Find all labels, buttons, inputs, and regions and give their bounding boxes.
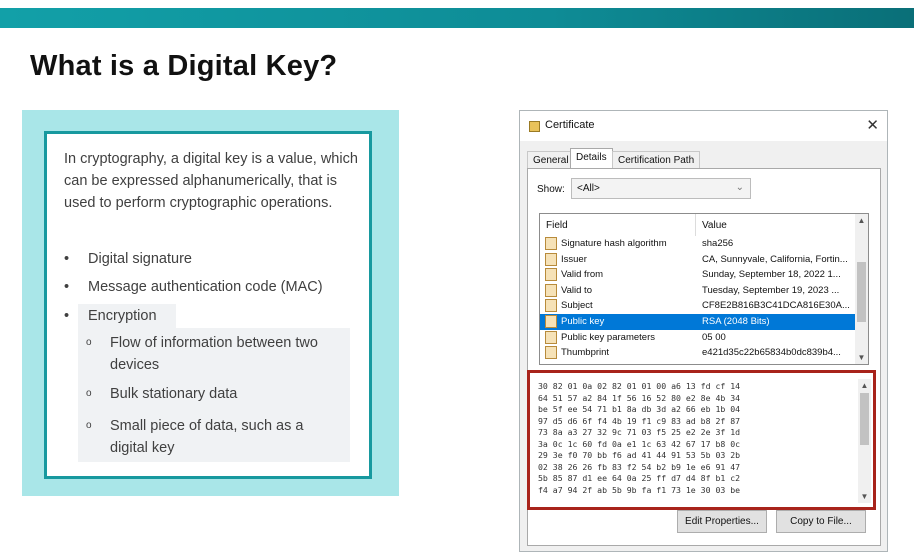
dialog-title: Certificate (545, 119, 595, 131)
list-row[interactable] (540, 267, 856, 283)
field-name: Public key parameters (561, 331, 655, 343)
column-header-value[interactable]: Value (702, 220, 727, 231)
scroll-up-icon[interactable]: ▲ (860, 381, 869, 390)
tab-certification-path[interactable]: Certification Path (612, 151, 700, 168)
chevron-down-icon: ⌄ (735, 182, 744, 193)
certificate-field-icon (545, 253, 557, 266)
sub-bullet-ring: o (86, 388, 92, 399)
hex-scrollbar[interactable] (858, 379, 871, 503)
top-accent-bar (0, 8, 914, 28)
certificate-field-icon (545, 284, 557, 297)
field-value: sha256 (702, 238, 734, 249)
field-value: 05 00 (702, 331, 726, 343)
list-row[interactable] (540, 345, 856, 361)
close-icon[interactable]: ✕ (866, 117, 879, 134)
scroll-up-icon[interactable]: ▲ (857, 216, 866, 225)
field-name: Public key (561, 316, 605, 327)
column-header-field[interactable]: Field (546, 220, 568, 231)
field-name: Issuer (561, 253, 587, 265)
show-dropdown-value: <All> (577, 183, 600, 194)
sub-bullet-label: Flow of information between two devices (110, 335, 318, 373)
hex-line: 73 8a a3 27 32 9c 71 03 f5 25 e2 2e 3f 1d (538, 427, 741, 437)
certificate-icon (529, 121, 540, 132)
slide-title: What is a Digital Key? (30, 50, 338, 82)
list-row[interactable] (540, 283, 856, 299)
list-row[interactable] (540, 330, 856, 346)
list-row-selected[interactable] (540, 314, 856, 330)
bullet-dot: • (64, 279, 70, 295)
field-name: Valid to (561, 284, 592, 296)
sub-bullet-label: Bulk stationary data (110, 386, 238, 402)
hex-line: 02 38 26 26 fb 83 f2 54 b2 b9 1e e6 91 47 (538, 461, 741, 472)
hex-line: 64 51 57 a2 84 1f 56 16 52 80 e2 8e 4b 34 (538, 392, 741, 403)
field-list-scrollbar[interactable] (855, 214, 868, 364)
sub-bullet-label: Small piece of data, such as a digital key (110, 418, 304, 456)
certificate-field-icon (545, 315, 557, 328)
scroll-thumb[interactable] (857, 262, 866, 322)
bullet-label: Encryption (88, 308, 157, 324)
sub-bullet-ring: o (86, 420, 92, 431)
certificate-field-icon (545, 237, 557, 250)
field-name: Subject (561, 300, 593, 312)
sub-bullet-ring: o (86, 337, 92, 348)
field-name: Valid from (561, 269, 604, 281)
hex-line: 29 3e f0 70 bb f6 ad 41 44 91 53 5b 03 2b (538, 450, 741, 460)
hex-line: f4 a7 94 2f ab 5b 9b fa f1 73 1e 30 03 be (538, 484, 741, 495)
field-value: CF8E2B816B3C41DCA816E30A... (702, 300, 850, 312)
tab-general[interactable]: General (527, 151, 575, 168)
certificate-field-icon (545, 268, 557, 281)
list-row[interactable] (540, 298, 856, 314)
scroll-thumb[interactable] (860, 393, 869, 445)
show-dropdown[interactable] (571, 178, 751, 199)
field-name: Thumbprint (561, 347, 610, 359)
hex-line: be 5f ee 54 71 b1 8a db 3d a2 66 eb 1b 04 (538, 404, 741, 414)
definition-text: In cryptography, a digital key is a value, which can be expressed alphanumerically, that is used to perform cryptographic operations. (64, 151, 358, 211)
bullet-dot: • (64, 308, 70, 324)
field-list-header (540, 214, 856, 236)
field-name: Signature hash algorithm (561, 238, 667, 249)
field-value: e421d35c22b65834b0dc839b4... (702, 347, 841, 359)
public-key-value-box (527, 370, 876, 510)
edit-properties-button[interactable]: Edit Properties... (677, 510, 767, 533)
show-label: Show: (537, 184, 565, 195)
scroll-down-icon[interactable]: ▼ (860, 492, 869, 501)
bullet-label: Message authentication code (MAC) (88, 279, 323, 295)
field-list[interactable] (539, 213, 869, 365)
copy-to-file-button[interactable]: Copy to File... (776, 510, 866, 533)
bullet-dot: • (64, 251, 70, 267)
bullet-label: Digital signature (88, 251, 192, 267)
certificate-field-icon (545, 331, 557, 344)
dialog-titlebar (520, 111, 887, 141)
hex-line: 5b 85 87 d1 ee 64 0a 25 ff d7 d4 8f b1 c2 (538, 473, 741, 483)
list-row[interactable] (540, 236, 856, 252)
field-value: RSA (2048 Bits) (702, 316, 770, 327)
field-value: Sunday, September 18, 2022 1... (702, 269, 841, 281)
column-divider[interactable] (695, 214, 696, 236)
hex-line: 3a 0c 1c 60 fd 0a e1 1c 63 42 67 17 b8 0c (538, 438, 741, 449)
hex-line: 30 82 01 0a 02 82 01 01 00 a6 13 fd cf 14 (538, 381, 741, 391)
public-key-hex-text[interactable] (538, 381, 860, 505)
scroll-down-icon[interactable]: ▼ (857, 353, 866, 362)
hex-line: 97 d5 d6 6f f4 4b 19 f1 c9 83 ad b8 2f 87 (538, 415, 741, 426)
tab-details[interactable]: Details (570, 148, 613, 169)
list-row[interactable] (540, 252, 856, 268)
field-value: Tuesday, September 19, 2023 ... (702, 284, 840, 296)
certificate-field-icon (545, 346, 557, 359)
certificate-field-icon (545, 299, 557, 312)
field-value: CA, Sunnyvale, California, Fortin... (702, 253, 848, 265)
